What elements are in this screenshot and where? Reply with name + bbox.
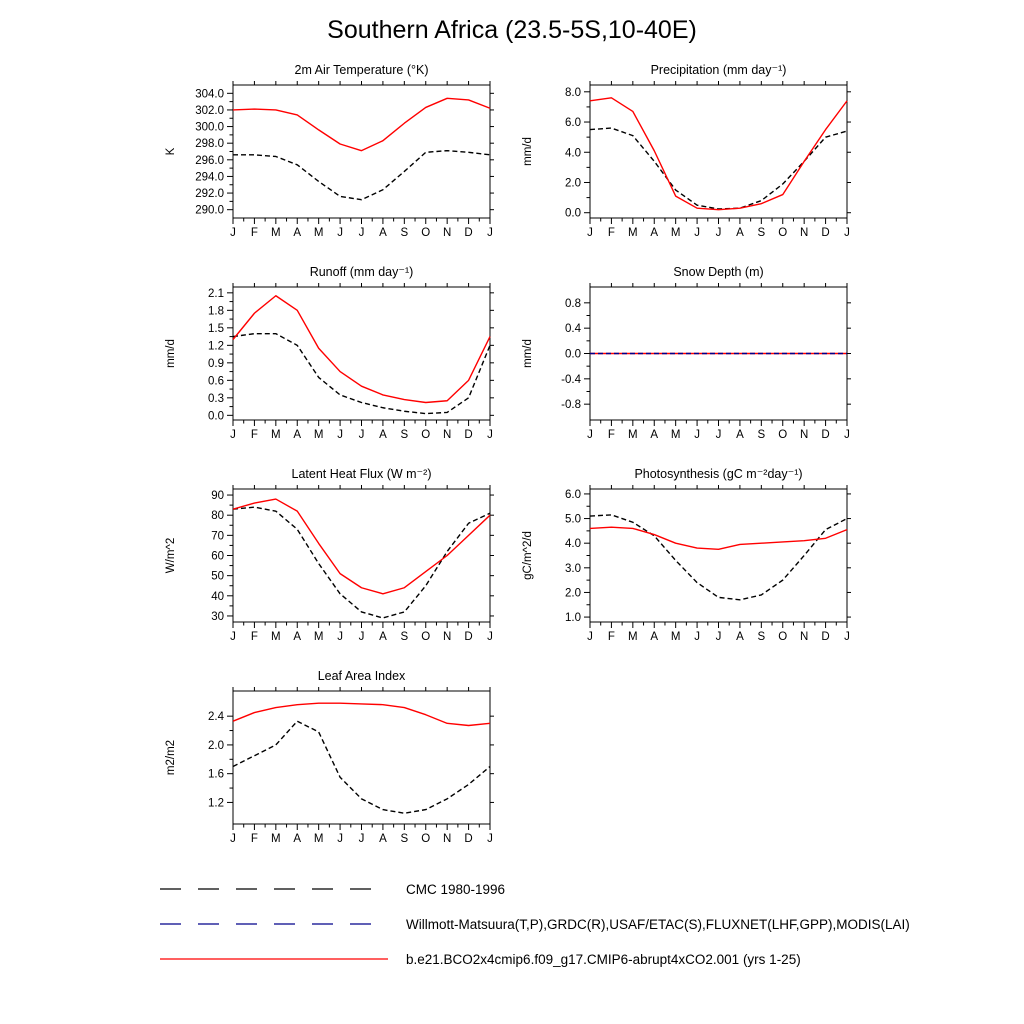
svg-text:60: 60 bbox=[211, 550, 224, 563]
svg-text:M: M bbox=[670, 631, 681, 643]
svg-text:A: A bbox=[736, 631, 744, 643]
legend-label-cmc: CMC 1980-1996 bbox=[406, 881, 506, 897]
svg-text:A: A bbox=[379, 833, 387, 845]
svg-text:N: N bbox=[443, 227, 452, 239]
legend-line-solid-red-icon bbox=[158, 951, 390, 967]
svg-text:A: A bbox=[650, 227, 659, 239]
svg-text:3.0: 3.0 bbox=[565, 562, 581, 575]
svg-text:0.0: 0.0 bbox=[565, 348, 581, 361]
svg-text:J: J bbox=[230, 833, 236, 845]
svg-text:J: J bbox=[230, 429, 236, 441]
svg-text:O: O bbox=[421, 429, 431, 441]
svg-text:J: J bbox=[358, 631, 365, 643]
svg-text:A: A bbox=[293, 227, 302, 239]
chart-snow-depth bbox=[517, 256, 867, 451]
svg-text:J: J bbox=[844, 429, 850, 441]
legend-line-dashed-black-icon bbox=[158, 881, 390, 897]
svg-text:D: D bbox=[464, 833, 473, 845]
svg-text:80: 80 bbox=[211, 510, 224, 523]
svg-text:A: A bbox=[379, 429, 387, 441]
svg-text:90: 90 bbox=[211, 490, 224, 503]
svg-text:K: K bbox=[165, 147, 177, 156]
svg-text:M: M bbox=[313, 833, 324, 845]
legend-entry-model-run bbox=[158, 950, 801, 968]
chart-runoff bbox=[160, 256, 510, 451]
svg-text:m2/m2: m2/m2 bbox=[165, 739, 177, 776]
legend-line-dashed-blue-icon bbox=[158, 916, 390, 932]
svg-text:D: D bbox=[464, 429, 473, 441]
svg-text:N: N bbox=[800, 429, 809, 441]
chart-latent-heat-flux bbox=[160, 458, 510, 653]
svg-text:N: N bbox=[443, 631, 452, 643]
svg-text:0.3: 0.3 bbox=[208, 392, 224, 405]
svg-text:M: M bbox=[670, 429, 681, 441]
svg-text:O: O bbox=[421, 631, 431, 643]
svg-text:D: D bbox=[821, 631, 830, 643]
svg-text:-0.8: -0.8 bbox=[561, 399, 581, 412]
svg-text:J: J bbox=[230, 227, 236, 239]
svg-text:N: N bbox=[443, 429, 452, 441]
svg-text:A: A bbox=[293, 631, 302, 643]
figure-title: Southern Africa (23.5-5S,10-40E) bbox=[327, 16, 697, 44]
svg-text:J: J bbox=[715, 429, 722, 441]
svg-text:A: A bbox=[293, 429, 302, 441]
svg-text:40: 40 bbox=[211, 590, 224, 603]
svg-text:J: J bbox=[487, 227, 493, 239]
chart-2m-air-temperature bbox=[160, 54, 510, 249]
svg-text:F: F bbox=[250, 631, 258, 643]
svg-text:5.0: 5.0 bbox=[565, 513, 581, 526]
svg-text:1.5: 1.5 bbox=[208, 322, 224, 335]
svg-text:D: D bbox=[821, 227, 830, 239]
svg-text:J: J bbox=[844, 631, 850, 643]
svg-text:A: A bbox=[650, 631, 659, 643]
svg-text:Latent Heat Flux (W m⁻²): Latent Heat Flux (W m⁻²) bbox=[291, 467, 432, 481]
svg-text:302.0: 302.0 bbox=[195, 104, 224, 117]
svg-text:F: F bbox=[250, 429, 258, 441]
svg-text:Runoff (mm day⁻¹): Runoff (mm day⁻¹) bbox=[309, 265, 414, 279]
svg-text:A: A bbox=[379, 227, 387, 239]
svg-text:D: D bbox=[464, 227, 473, 239]
svg-text:N: N bbox=[800, 631, 809, 643]
svg-text:0.4: 0.4 bbox=[565, 323, 581, 336]
svg-text:J: J bbox=[337, 227, 343, 239]
svg-text:290.0: 290.0 bbox=[195, 204, 224, 217]
legend-label-willmott-matsuura: Willmott-Matsuura(T,P),GRDC(R),USAF/ETAC(S),FLUXNET(LHF,GPP),MODIS(LAI) bbox=[406, 916, 910, 932]
svg-text:J: J bbox=[358, 833, 365, 845]
svg-text:N: N bbox=[443, 833, 452, 845]
svg-text:J: J bbox=[587, 227, 593, 239]
svg-text:J: J bbox=[337, 833, 343, 845]
svg-text:A: A bbox=[293, 833, 302, 845]
svg-text:A: A bbox=[736, 429, 744, 441]
svg-text:-0.4: -0.4 bbox=[561, 373, 581, 386]
svg-text:J: J bbox=[358, 429, 365, 441]
svg-text:8.0: 8.0 bbox=[565, 86, 581, 99]
svg-text:S: S bbox=[757, 631, 766, 643]
chart-photosynthesis bbox=[517, 458, 867, 653]
svg-text:gC/m^2/d: gC/m^2/d bbox=[522, 531, 534, 580]
svg-text:O: O bbox=[778, 429, 788, 441]
chart-precipitation bbox=[517, 54, 867, 249]
svg-text:O: O bbox=[421, 227, 431, 239]
svg-text:6.0: 6.0 bbox=[565, 488, 581, 501]
svg-text:S: S bbox=[400, 833, 409, 845]
svg-text:J: J bbox=[230, 631, 236, 643]
svg-text:D: D bbox=[821, 429, 830, 441]
svg-text:0.0: 0.0 bbox=[565, 207, 581, 220]
svg-text:2.0: 2.0 bbox=[565, 177, 581, 190]
svg-text:M: M bbox=[313, 227, 324, 239]
svg-text:M: M bbox=[271, 631, 281, 643]
svg-text:mm/d: mm/d bbox=[522, 339, 534, 368]
svg-text:S: S bbox=[400, 429, 409, 441]
svg-text:Precipitation (mm day⁻¹): Precipitation (mm day⁻¹) bbox=[650, 63, 787, 77]
legend-entry-cmc bbox=[158, 880, 505, 898]
svg-text:2.4: 2.4 bbox=[208, 711, 224, 724]
svg-text:J: J bbox=[587, 429, 593, 441]
svg-text:W/m^2: W/m^2 bbox=[165, 537, 177, 574]
svg-text:Photosynthesis (gC m⁻²day⁻¹): Photosynthesis (gC m⁻²day⁻¹) bbox=[634, 467, 803, 481]
svg-text:J: J bbox=[337, 429, 343, 441]
svg-text:J: J bbox=[715, 227, 722, 239]
svg-text:M: M bbox=[313, 429, 324, 441]
svg-text:2m Air Temperature (°K): 2m Air Temperature (°K) bbox=[294, 63, 429, 77]
svg-text:M: M bbox=[628, 429, 638, 441]
svg-text:0.8: 0.8 bbox=[565, 297, 581, 310]
svg-text:D: D bbox=[464, 631, 473, 643]
svg-text:A: A bbox=[736, 227, 744, 239]
svg-text:2.1: 2.1 bbox=[208, 287, 224, 300]
svg-text:298.0: 298.0 bbox=[195, 138, 224, 151]
svg-text:A: A bbox=[650, 429, 659, 441]
svg-text:Leaf Area Index: Leaf Area Index bbox=[317, 669, 406, 683]
svg-text:6.0: 6.0 bbox=[565, 117, 581, 130]
legend-label-model-run: b.e21.BCO2x4cmip6.f09_g17.CMIP6-abrupt4xCO2.001 (yrs 1-25) bbox=[406, 951, 801, 967]
svg-text:0.9: 0.9 bbox=[208, 357, 224, 370]
svg-text:294.0: 294.0 bbox=[195, 171, 224, 184]
svg-text:J: J bbox=[694, 429, 700, 441]
svg-text:F: F bbox=[607, 227, 615, 239]
svg-text:O: O bbox=[421, 833, 431, 845]
svg-text:J: J bbox=[487, 429, 493, 441]
svg-text:F: F bbox=[607, 429, 615, 441]
svg-text:F: F bbox=[607, 631, 615, 643]
svg-text:292.0: 292.0 bbox=[195, 188, 224, 201]
svg-text:4.0: 4.0 bbox=[565, 538, 581, 551]
svg-text:300.0: 300.0 bbox=[195, 121, 224, 134]
svg-text:M: M bbox=[271, 429, 281, 441]
chart-leaf-area-index bbox=[160, 660, 510, 855]
svg-text:0.0: 0.0 bbox=[208, 410, 224, 423]
svg-text:70: 70 bbox=[211, 530, 224, 543]
svg-text:50: 50 bbox=[211, 570, 224, 583]
svg-text:J: J bbox=[337, 631, 343, 643]
svg-text:J: J bbox=[694, 227, 700, 239]
svg-text:mm/d: mm/d bbox=[522, 137, 534, 166]
svg-text:M: M bbox=[271, 227, 281, 239]
svg-text:M: M bbox=[271, 833, 281, 845]
legend-entry-willmott-matsuura bbox=[158, 915, 910, 933]
svg-text:2.0: 2.0 bbox=[208, 739, 224, 752]
svg-text:S: S bbox=[757, 227, 766, 239]
svg-text:1.2: 1.2 bbox=[208, 340, 224, 353]
svg-text:O: O bbox=[778, 631, 788, 643]
svg-text:A: A bbox=[379, 631, 387, 643]
svg-text:Snow Depth (m): Snow Depth (m) bbox=[673, 265, 764, 279]
svg-text:O: O bbox=[778, 227, 788, 239]
svg-text:1.8: 1.8 bbox=[208, 305, 224, 318]
svg-text:F: F bbox=[250, 833, 258, 845]
svg-text:296.0: 296.0 bbox=[195, 154, 224, 167]
svg-text:M: M bbox=[670, 227, 681, 239]
svg-text:M: M bbox=[628, 631, 638, 643]
svg-text:M: M bbox=[313, 631, 324, 643]
svg-text:S: S bbox=[400, 227, 409, 239]
svg-text:304.0: 304.0 bbox=[195, 88, 224, 101]
svg-text:1.0: 1.0 bbox=[565, 612, 581, 625]
svg-text:4.0: 4.0 bbox=[565, 147, 581, 160]
svg-text:J: J bbox=[844, 227, 850, 239]
svg-text:30: 30 bbox=[211, 610, 224, 623]
svg-text:J: J bbox=[487, 631, 493, 643]
svg-text:0.6: 0.6 bbox=[208, 375, 224, 388]
svg-text:1.2: 1.2 bbox=[208, 797, 224, 810]
svg-text:2.0: 2.0 bbox=[565, 587, 581, 600]
svg-text:J: J bbox=[694, 631, 700, 643]
svg-text:mm/d: mm/d bbox=[165, 339, 177, 368]
svg-text:S: S bbox=[757, 429, 766, 441]
svg-text:J: J bbox=[358, 227, 365, 239]
svg-text:J: J bbox=[715, 631, 722, 643]
svg-text:S: S bbox=[400, 631, 409, 643]
svg-text:J: J bbox=[587, 631, 593, 643]
svg-text:J: J bbox=[487, 833, 493, 845]
svg-text:M: M bbox=[628, 227, 638, 239]
svg-text:F: F bbox=[250, 227, 258, 239]
svg-text:N: N bbox=[800, 227, 809, 239]
svg-text:1.6: 1.6 bbox=[208, 768, 224, 781]
